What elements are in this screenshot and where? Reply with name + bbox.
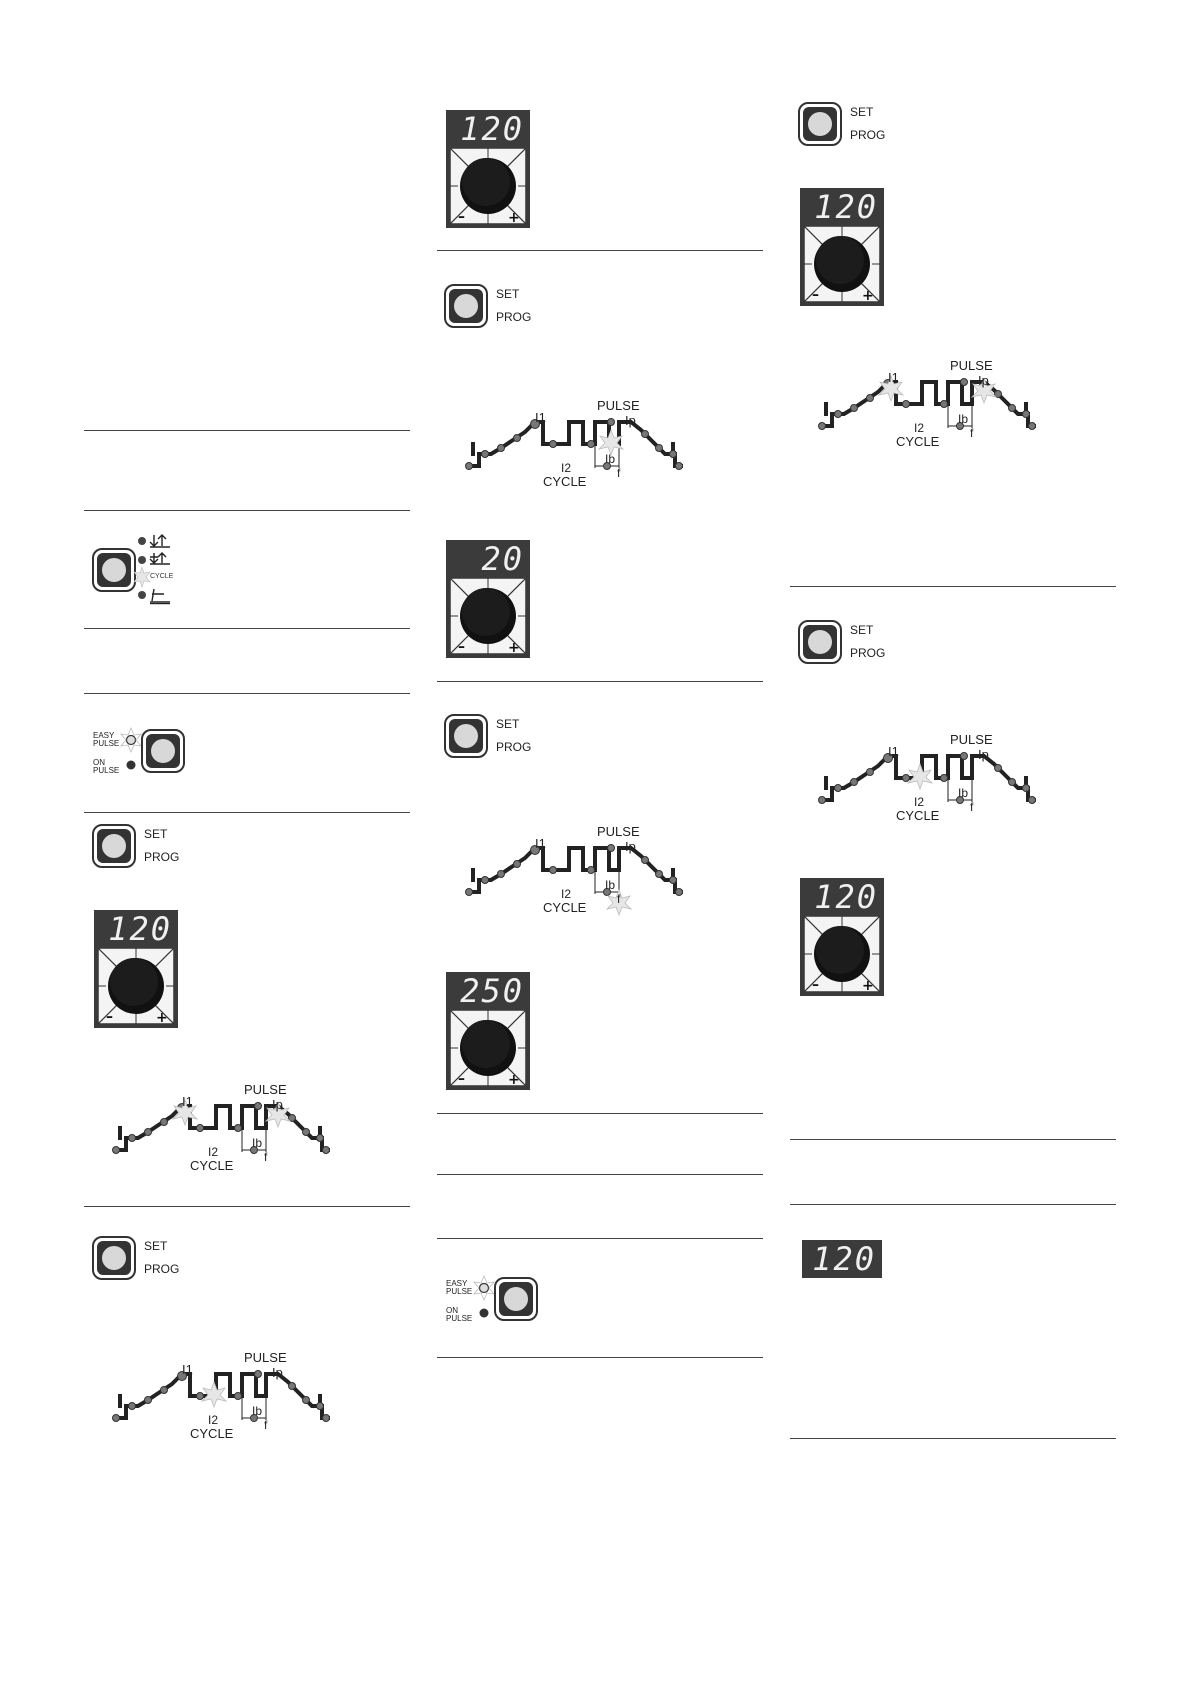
pulse-label: PULSE	[950, 732, 993, 747]
i2-label: I2	[208, 1413, 219, 1427]
cycle-label: CYCLE	[543, 474, 587, 489]
i1-label: I1	[535, 836, 546, 851]
set-prog-button-group	[798, 100, 938, 148]
divider	[790, 1438, 1116, 1439]
f-label: f	[264, 1150, 268, 1164]
cycle-diagram	[455, 396, 735, 496]
ip-label: Ip	[978, 747, 989, 762]
cycle-diagram	[808, 730, 1088, 830]
display-knob-panel	[446, 110, 530, 228]
ib-label: Ib	[605, 878, 616, 892]
easy-pulse-label: EASY PULSE	[446, 1279, 473, 1296]
divider	[84, 812, 410, 813]
divider	[84, 1206, 410, 1207]
easy-pulse-selector	[446, 1272, 546, 1326]
set-label: SET	[144, 827, 168, 841]
digital-display: 120	[800, 878, 884, 916]
display-knob-panel	[800, 188, 884, 306]
cycle-waveform	[455, 822, 735, 922]
adjust-knob[interactable]	[450, 578, 526, 654]
i2-label: I2	[561, 887, 572, 901]
pulse-label: PULSE	[597, 824, 640, 839]
ip-label: Ip	[978, 373, 989, 388]
adjust-knob[interactable]	[450, 1010, 526, 1086]
ip-label: Ip	[272, 1365, 283, 1380]
f-label: f	[617, 466, 621, 480]
adjust-knob[interactable]	[450, 148, 526, 224]
prog-label: PROG	[850, 128, 886, 142]
prog-label: PROG	[496, 310, 532, 324]
i2-label: I2	[561, 461, 572, 475]
cycle-waveform	[102, 1348, 382, 1448]
set-prog-button[interactable]	[92, 1236, 136, 1280]
prog-label: PROG	[144, 850, 180, 864]
adjust-knob[interactable]	[98, 948, 174, 1024]
easy-pulse-label: EASY PULSE	[93, 731, 120, 748]
set-label: SET	[496, 717, 520, 731]
divider	[84, 430, 410, 431]
set-label: SET	[496, 287, 520, 301]
display-knob-panel	[800, 878, 884, 996]
adjust-knob[interactable]	[804, 916, 880, 992]
cycle-waveform	[102, 1080, 382, 1180]
ip-label: Ip	[625, 413, 636, 428]
ib-label: Ib	[252, 1136, 263, 1150]
ip-label: Ip	[272, 1097, 283, 1112]
cycle-diagram	[102, 1348, 382, 1448]
mode-selector	[92, 532, 202, 612]
adjust-knob[interactable]	[804, 226, 880, 302]
set-prog-button-group	[798, 618, 938, 666]
display-knob-panel	[94, 910, 178, 1028]
divider	[437, 1357, 763, 1358]
divider	[437, 1238, 763, 1239]
set-prog-button[interactable]	[444, 714, 488, 758]
set-prog-button-group	[92, 822, 232, 870]
divider	[84, 510, 410, 511]
easy-pulse-selector	[93, 724, 193, 778]
mode-selector-graphic	[92, 532, 202, 612]
set-prog-button-group	[444, 282, 584, 330]
display-knob-panel	[446, 972, 530, 1090]
prog-label: PROG	[144, 1262, 180, 1276]
cycle-waveform	[808, 356, 1088, 456]
f-label: f	[617, 892, 621, 906]
i2-label: I2	[208, 1145, 219, 1159]
pulse-label: PULSE	[244, 1082, 287, 1097]
cycle-diagram	[102, 1080, 382, 1180]
cycle-label: CYCLE	[543, 900, 587, 915]
digital-display: 250	[446, 972, 530, 1010]
on-pulse-label: ON PULSE	[93, 758, 120, 775]
cycle-label: CYCLE	[190, 1426, 234, 1441]
set-label: SET	[850, 105, 874, 119]
set-prog-button[interactable]	[444, 284, 488, 328]
set-prog-button[interactable]	[798, 620, 842, 664]
ib-label: Ib	[605, 452, 616, 466]
prog-label: PROG	[496, 740, 532, 754]
digital-display: 20	[446, 540, 530, 578]
set-prog-button-group	[92, 1234, 232, 1282]
set-prog-button[interactable]	[92, 824, 136, 868]
ib-label: Ib	[958, 412, 969, 426]
mode-cycle-label: CYCLE	[150, 573, 174, 580]
ib-label: Ib	[252, 1404, 263, 1418]
i1-label: I1	[888, 744, 899, 759]
cycle-label: CYCLE	[896, 808, 940, 823]
i2-label: I2	[914, 421, 925, 435]
ip-label: Ip	[625, 839, 636, 854]
prog-label: PROG	[850, 646, 886, 660]
pulse-label: PULSE	[597, 398, 640, 413]
cycle-label: CYCLE	[190, 1158, 234, 1173]
f-label: f	[970, 800, 974, 814]
divider	[84, 628, 410, 629]
divider	[437, 681, 763, 682]
set-prog-button[interactable]	[798, 102, 842, 146]
set-label: SET	[144, 1239, 168, 1253]
i1-label: I1	[182, 1094, 193, 1109]
set-prog-button-group	[444, 712, 584, 760]
digital-display: 120	[800, 188, 884, 226]
cycle-diagram	[808, 356, 1088, 456]
f-label: f	[970, 426, 974, 440]
digital-display: 120	[94, 910, 178, 948]
digital-display: 120	[446, 110, 530, 148]
pulse-label: PULSE	[950, 358, 993, 373]
cycle-waveform	[455, 396, 735, 496]
digital-display: 120	[802, 1240, 882, 1278]
divider	[437, 1113, 763, 1114]
i1-label: I1	[182, 1362, 193, 1377]
i1-label: I1	[535, 410, 546, 425]
i2-label: I2	[914, 795, 925, 809]
cycle-waveform	[808, 730, 1088, 830]
f-label: f	[264, 1418, 268, 1432]
divider	[790, 586, 1116, 587]
i1-label: I1	[888, 370, 899, 385]
cycle-diagram	[455, 822, 735, 922]
ib-label: Ib	[958, 786, 969, 800]
divider	[790, 1139, 1116, 1140]
on-pulse-label: ON PULSE	[446, 1306, 473, 1323]
set-label: SET	[850, 623, 874, 637]
pulse-label: PULSE	[244, 1350, 287, 1365]
divider	[437, 250, 763, 251]
cycle-label: CYCLE	[896, 434, 940, 449]
display-knob-panel	[446, 540, 530, 658]
divider	[84, 693, 410, 694]
divider	[790, 1204, 1116, 1205]
divider	[437, 1174, 763, 1175]
